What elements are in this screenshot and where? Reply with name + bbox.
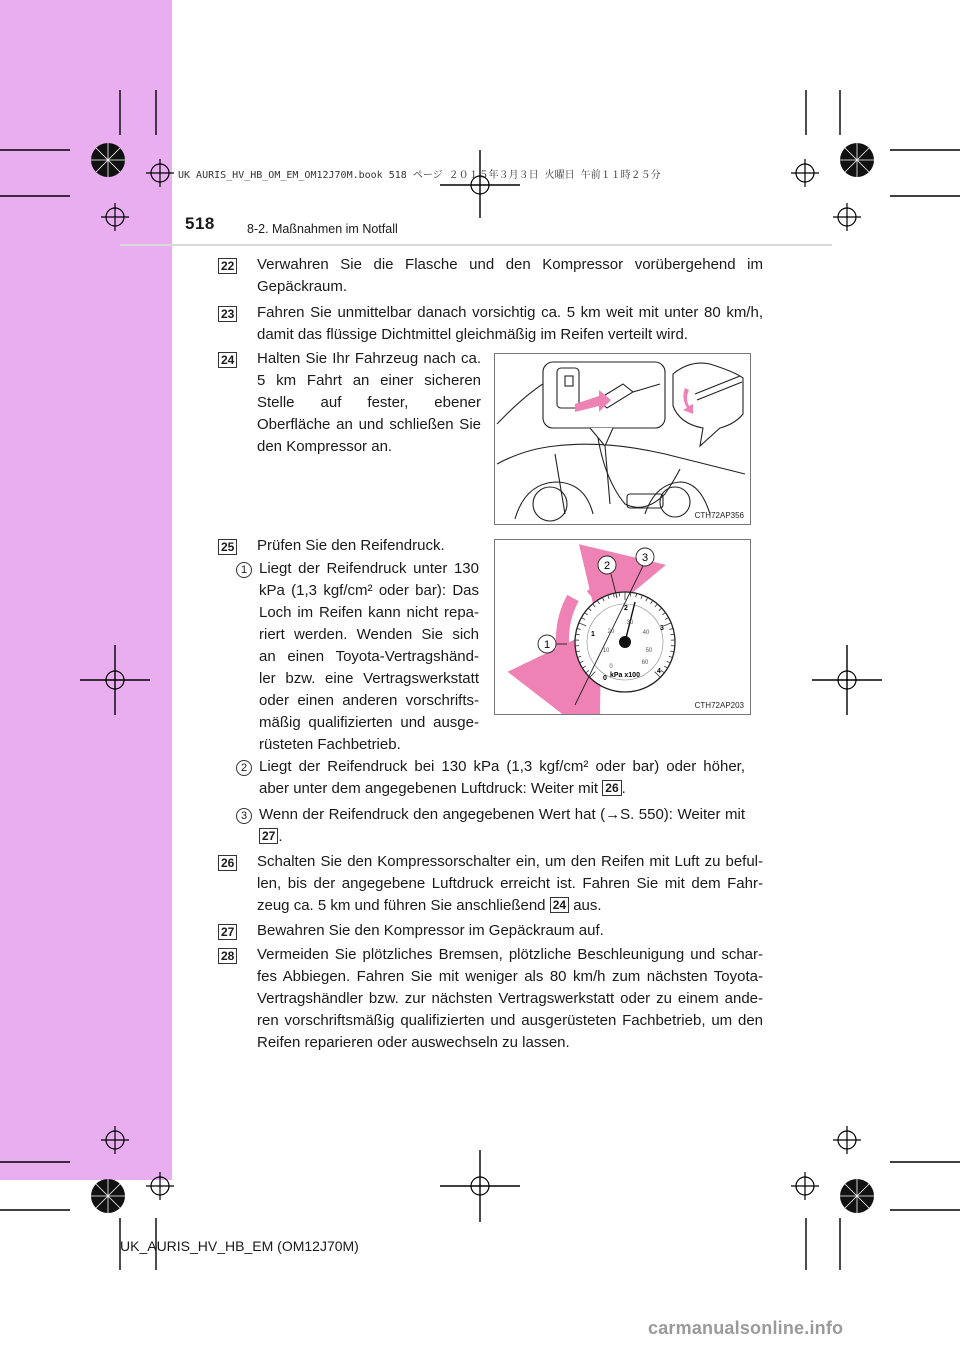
compressor-illustration — [495, 354, 750, 524]
inner-tick-label: 10 — [602, 648, 610, 654]
inner-tick-label: 30 — [626, 620, 634, 626]
substep-number: 3 — [236, 808, 252, 824]
step-text: Bewahren Sie den Kompressor im Gepäckraum auf. — [257, 922, 604, 939]
watermark: carmanualsonline.info — [648, 1318, 844, 1338]
step-reference-badge: 27 — [259, 828, 278, 844]
substep-text-b: . — [278, 828, 283, 845]
step-text: Verwahren Sie die Flasche und den Kompressor vorübergehend im Gepäckraum. — [257, 256, 763, 295]
callout-2: 2 — [603, 560, 611, 572]
pressure-gauge-illustration — [495, 540, 750, 714]
step-text: Fahren Sie unmittelbar danach vorsichtig ca. 5 km weit mit unter 80 km/h, damit das flüssige Dichtmittel gleichmäßig im Reifen verteilt wird. — [257, 304, 763, 343]
page-number: 518 — [185, 214, 215, 233]
footer-code: UK_AURIS_HV_HB_EM (OM12J70M) — [120, 1238, 359, 1254]
inner-tick-label: 60 — [641, 660, 649, 666]
step-text — [257, 851, 763, 917]
step-number-badge: 26 — [218, 855, 237, 871]
substep-text: Liegt der Reifendruck unter 130 kPa (1,3 kgf/cm² oder bar): Das Loch im Reifen kann nicht repa-riert werden. Wenden Sie sich an einen Toyota-Vertragshänd-ler bzw. eine Vertragswerkstatt oder einen anderen vorschrifts-mäßig qualifizierten und ausge-rüsteten Fachbetrieb. — [259, 560, 479, 753]
substep-number: 2 — [236, 760, 252, 776]
substep-text-b: . — [621, 780, 626, 797]
step-reference-badge: 26 — [602, 780, 621, 796]
outer-tick-label: 2 — [624, 605, 628, 612]
step-number-badge: 27 — [218, 924, 237, 940]
step-text-b: aus. — [573, 897, 602, 914]
inner-tick-label: 0 — [609, 664, 613, 670]
substep-text — [259, 804, 745, 848]
substep-text-a: Liegt der Reifendruck bei 130 kPa (1,3 kgf/cm² oder bar) oder höher, aber unter dem angegebenen Luftdruck: Weiter mit — [259, 758, 745, 797]
step-number-badge: 23 — [218, 306, 237, 322]
step-number-badge: 24 — [218, 352, 237, 368]
outer-tick-label: 0 — [603, 675, 607, 682]
section-title: 8-2. Maßnahmen im Notfall — [247, 222, 398, 236]
pressure-gauge-figure — [494, 539, 751, 715]
step-number-badge: 22 — [218, 258, 237, 274]
step-reference-badge: 24 — [550, 897, 569, 913]
inner-tick-label: 20 — [607, 629, 615, 635]
figure-code: CTH72AP356 — [694, 511, 744, 520]
gauge-unit: kPa x100 — [610, 672, 640, 679]
step-number-badge: 25 — [218, 539, 237, 555]
step-number-badge: 28 — [218, 948, 237, 964]
compressor-figure — [494, 353, 751, 525]
inner-tick-label: 50 — [645, 648, 653, 654]
substep-text-a: Wenn der Reifendruck den angegebenen Wert hat (→S. 550): Weiter mit — [259, 806, 745, 823]
inner-tick-label: 40 — [642, 630, 650, 636]
outer-tick-label: 4 — [657, 668, 661, 675]
step-text-a: Schalten Sie den Kompressorschalter ein, um den Reifen mit Luft zu beful-len, bis der angegebene Luftdruck erreicht ist. Fahren Sie mit dem Fahr-zeug ca. 5 km und führen Sie anschließend — [257, 853, 763, 914]
outer-tick-label: 3 — [660, 625, 664, 632]
callout-3: 3 — [641, 552, 649, 564]
step-text: Prüfen Sie den Reifendruck. — [257, 537, 445, 554]
step-text: Vermeiden Sie plötzliches Bremsen, plötzliche Beschleunigung und schar-fes Abbiegen. Fahren Sie mit weniger als 80 km/h zum nächsten Toyota-Vertragshändler bzw. zur nächsten Vertragswerkstatt oder zu einem ande-ren vorschriftsmäßig qualifizierten und ausgerüsteten Fachbetrieb, um den Reifen reparieren oder auswechseln zu lassen. — [257, 946, 763, 1051]
callout-1: 1 — [543, 639, 551, 651]
substep-number: 1 — [236, 562, 252, 578]
header-divider — [120, 244, 832, 246]
substep-text — [259, 756, 745, 800]
step-text: Halten Sie Ihr Fahrzeug nach ca. 5 km Fahrt an einer sicheren Stelle auf fester, ebener Oberfläche an und schließen Sie den Kompressor an. — [257, 350, 481, 455]
outer-tick-label: 1 — [591, 631, 595, 638]
figure-code: CTH72AP203 — [694, 701, 744, 710]
book-meta: UK AURIS_HV_HB_OM_EM_OM12J70M.book 518 ページ ２０１５年３月３日 火曜日 午前１１時２５分 — [178, 170, 661, 181]
